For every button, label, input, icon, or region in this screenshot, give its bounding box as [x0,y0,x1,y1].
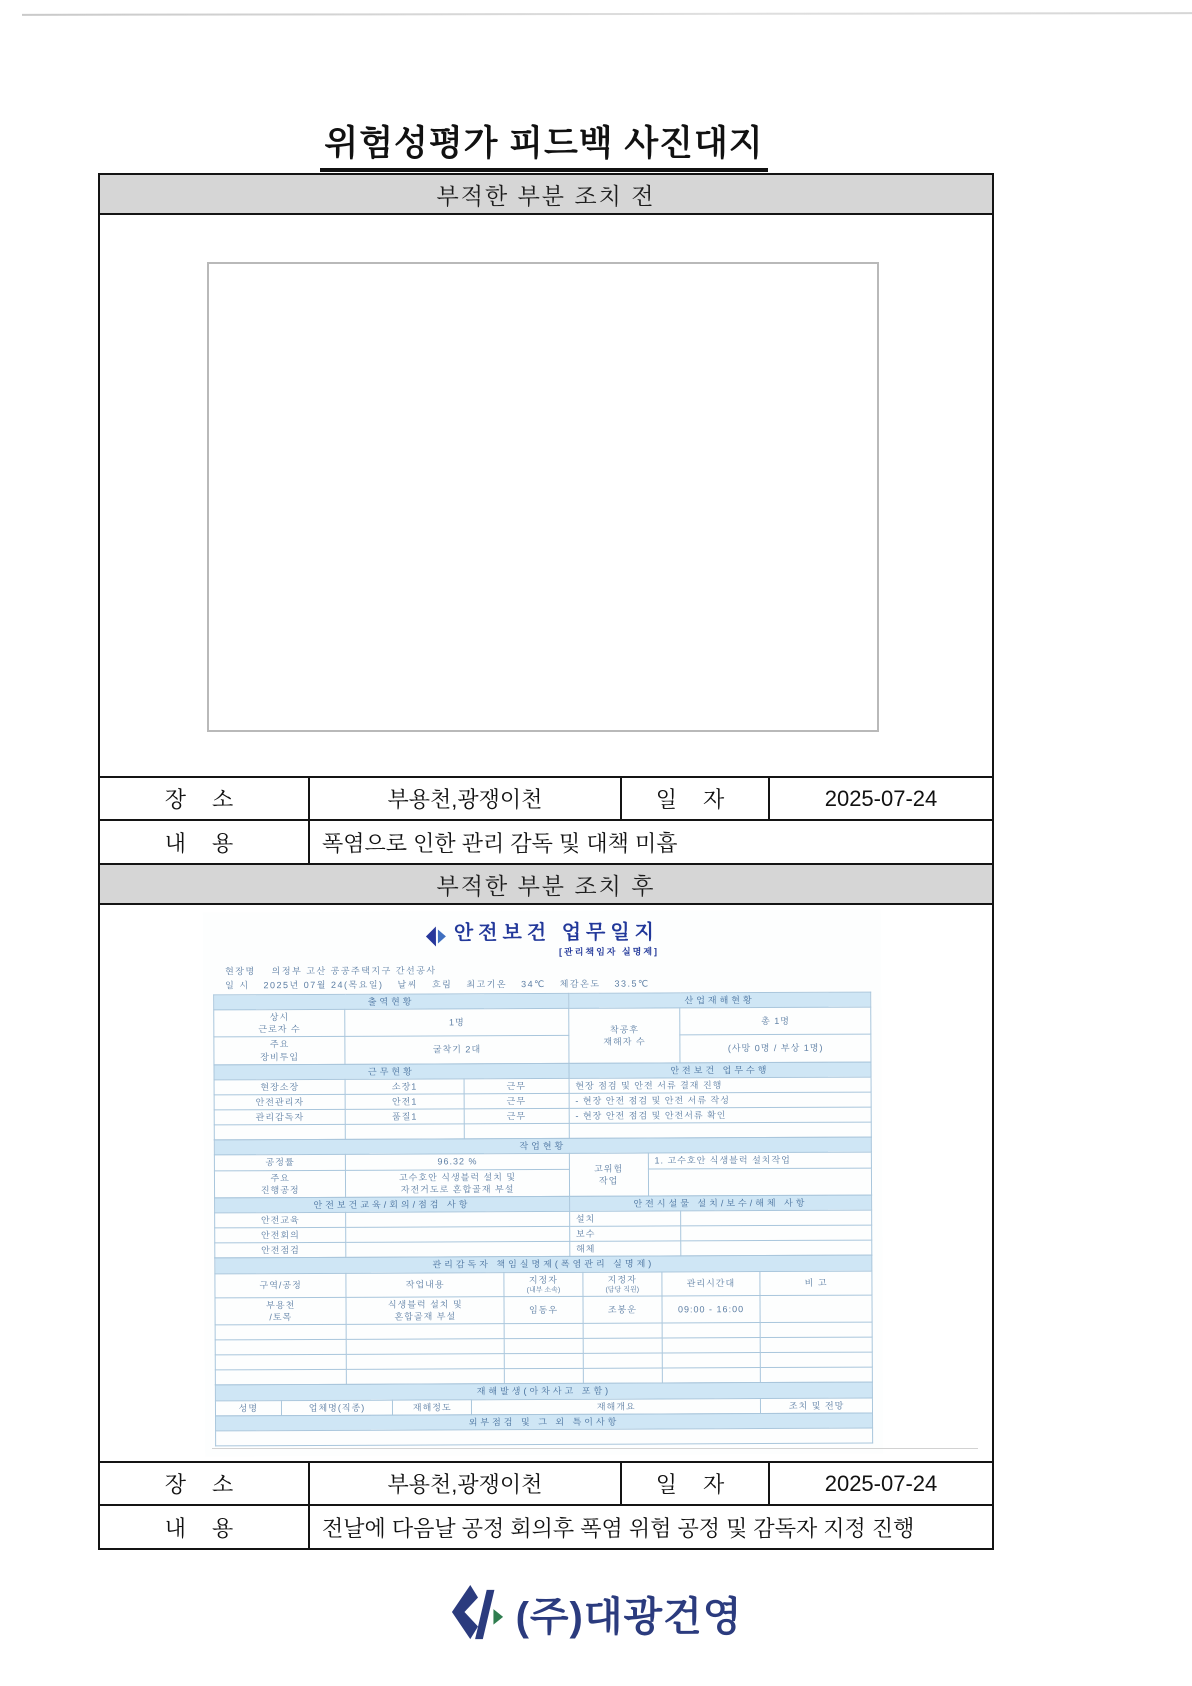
duty-task: 현장 점검 및 안전 서류 결재 진행 [569,1077,871,1093]
after-content-row [100,1506,992,1548]
highrisk-blank [648,1168,872,1196]
duty-header: 근무현황 [214,1063,569,1080]
process-label: 주요 진행공정 [214,1170,346,1198]
external-header: 외부점검 및 그 외 특이사항 [216,1413,873,1431]
time-value: 09:00 - 16:00 [662,1296,761,1324]
equipment-value: 굴착기 2대 [345,1036,568,1064]
work-status-header: 작업현황 [214,1137,871,1155]
duty-table [213,1061,871,1140]
after-location-value: 부용천,광쟁이천 [310,1463,622,1504]
worklog-subtitle: [관리책임자 실명제] [558,946,660,957]
before-content-value: 폭염으로 인한 관리 감독 및 대책 미흡 [322,830,678,856]
designee1-value: 임동우 [504,1296,583,1324]
duty-task: - 현장 안전 점검 및 안전 서류 작성 [569,1092,871,1108]
datetime-value: 2025년 07월 24(목요일) [263,979,384,990]
attendance-header: 출역현황 [214,993,569,1010]
process-value: 고수호안 식생블럭 설치 및 자전거도로 혼합골재 부설 [346,1169,569,1197]
duty-status: 근무 [464,1093,569,1109]
duty-task: - 현장 안전 점검 및 안전서류 확인 [569,1107,871,1123]
worker-count-value: 1명 [345,1009,568,1037]
work-status-table [214,1137,872,1198]
after-content-label: 내 용 [100,1506,310,1548]
col-action: 조치 및 전망 [761,1398,873,1414]
photo-area-after [100,905,992,1463]
supervisor-table [214,1255,873,1386]
safety-work-header: 안전보건 업무수행 [569,1062,871,1078]
progress-value: 96.32 % [346,1154,569,1170]
weather-label: 날씨 [397,979,418,990]
worker-count-label: 상시 근로자 수 [214,1010,346,1038]
section-header-after-label: 부적한 부분 조치 후 [436,872,656,899]
external-table [215,1412,873,1446]
note-value [760,1295,872,1323]
section-header-before-label: 부적한 부분 조치 전 [436,182,656,209]
page-title: 위험성평가 피드백 사진대지 [98,116,990,166]
worklog-title: 안전보건 업무일지 [453,921,660,945]
col-victim-name: 성명 [215,1400,281,1415]
section-header-after [100,865,992,905]
before-location-label: 장 소 [100,778,310,819]
col-zone: 구역/공정 [215,1273,346,1298]
safety-edu-row-label: 안전회의 [215,1227,346,1243]
duty-name: 소장1 [345,1079,463,1095]
zone-value: 부용천 /토목 [215,1297,347,1325]
duty-name: 안전1 [346,1094,464,1110]
feedback-photo-table [98,173,994,1550]
before-date-value: 2025-07-24 [824,785,938,811]
worklog-logo-icon [425,923,449,949]
duty-role: 관리감독자 [214,1109,345,1125]
col-note: 비 고 [760,1271,872,1296]
duty-role: 안전관리자 [214,1094,345,1110]
progress-label: 공정률 [214,1155,345,1171]
attendance-table [213,992,871,1066]
col-summary: 재해개요 [472,1398,761,1414]
footer [0,1583,1192,1643]
max-temp-value: 34℃ [521,978,546,989]
equipment-label: 주요 장비투입 [214,1037,346,1065]
safety-edu-row-label: 안전점검 [215,1243,346,1259]
weather-value: 흐림 [431,978,453,989]
max-temp-label: 최고기온 [466,978,508,989]
after-location-row [100,1463,992,1506]
after-content-value: 전날에 다음날 공정 회의후 폭염 위험 공정 및 감독자 지정 진행 [322,1515,915,1541]
feel-temp-value: 33.5℃ [614,978,650,989]
empty-photo-placeholder [207,262,879,732]
before-location-value: 부용천,광쟁이천 [310,778,622,819]
disaster-table [215,1382,873,1416]
highrisk-value: 1. 고수호안 식생블럭 설치작업 [648,1152,871,1168]
site-value: 의정부 고산 공공주택지구 간선공사 [271,965,437,977]
worklog-photo [203,910,883,1457]
before-content-row [100,821,992,865]
accident-count-label: 착공후 재해자 수 [569,1008,681,1063]
feel-temp-label: 체감온도 [559,978,601,989]
safety-edu-row-label: 안전교육 [215,1212,346,1228]
col-time: 관리시간대 [662,1271,761,1296]
accident-header: 산업재해현황 [568,992,870,1008]
safety-fac-row-label: 설치 [569,1211,681,1227]
scan-artifact-line [22,12,1192,16]
disaster-header: 재해발생(아차사고 포함) [215,1382,872,1400]
safety-table [214,1194,872,1258]
safety-fac-row-label: 보수 [569,1226,681,1242]
duty-name: 품질1 [346,1109,464,1125]
col-work: 작업내용 [346,1272,504,1297]
work-value: 식생블럭 설치 및 혼합골재 부설 [346,1297,504,1325]
duty-role: 현장소장 [214,1079,345,1095]
datetime-label: 일 시 [225,979,250,990]
col-designee2: 지정자 (담당 직원) [583,1272,662,1297]
safety-fac-row-label: 해체 [570,1241,682,1257]
designee2-value: 조봉운 [583,1296,662,1324]
col-degree: 재해정도 [393,1399,472,1414]
worklog-meta [225,963,871,993]
before-content-label: 내 용 [100,821,310,863]
duty-status: 근무 [464,1078,569,1094]
after-date-label: 일 자 [622,1463,770,1504]
external-blank [216,1428,873,1446]
highrisk-label: 고위험 작업 [569,1153,648,1196]
accident-total: 총 1명 [680,1007,871,1035]
after-date-value: 2025-07-24 [824,1470,938,1496]
safety-edu-header: 안전보건교육/회의/점검 사항 [215,1196,570,1213]
site-label: 현장명 [225,966,256,977]
section-header-before [100,175,992,215]
col-designee1: 지정자 (내부 소속) [504,1272,583,1297]
supervisor-header: 관리감독자 책임실명제(폭염관리 실명제) [215,1255,872,1273]
col-company: 업체명(직종) [281,1400,393,1416]
company-name: (주)대광건영 [515,1594,743,1639]
table-row [215,1295,872,1325]
duty-status: 근무 [464,1109,569,1125]
safety-fac-header: 안전시설물 설치/보수/해체 사항 [569,1195,871,1211]
worklog-header [213,922,871,960]
before-location-row [100,778,992,821]
company-logo-icon [450,1583,506,1643]
photo-area-before [100,215,992,778]
after-location-label: 장 소 [100,1463,310,1504]
accident-detail: (사망 0명 / 부상 1명) [680,1034,871,1062]
before-date-label: 일 자 [622,778,770,819]
